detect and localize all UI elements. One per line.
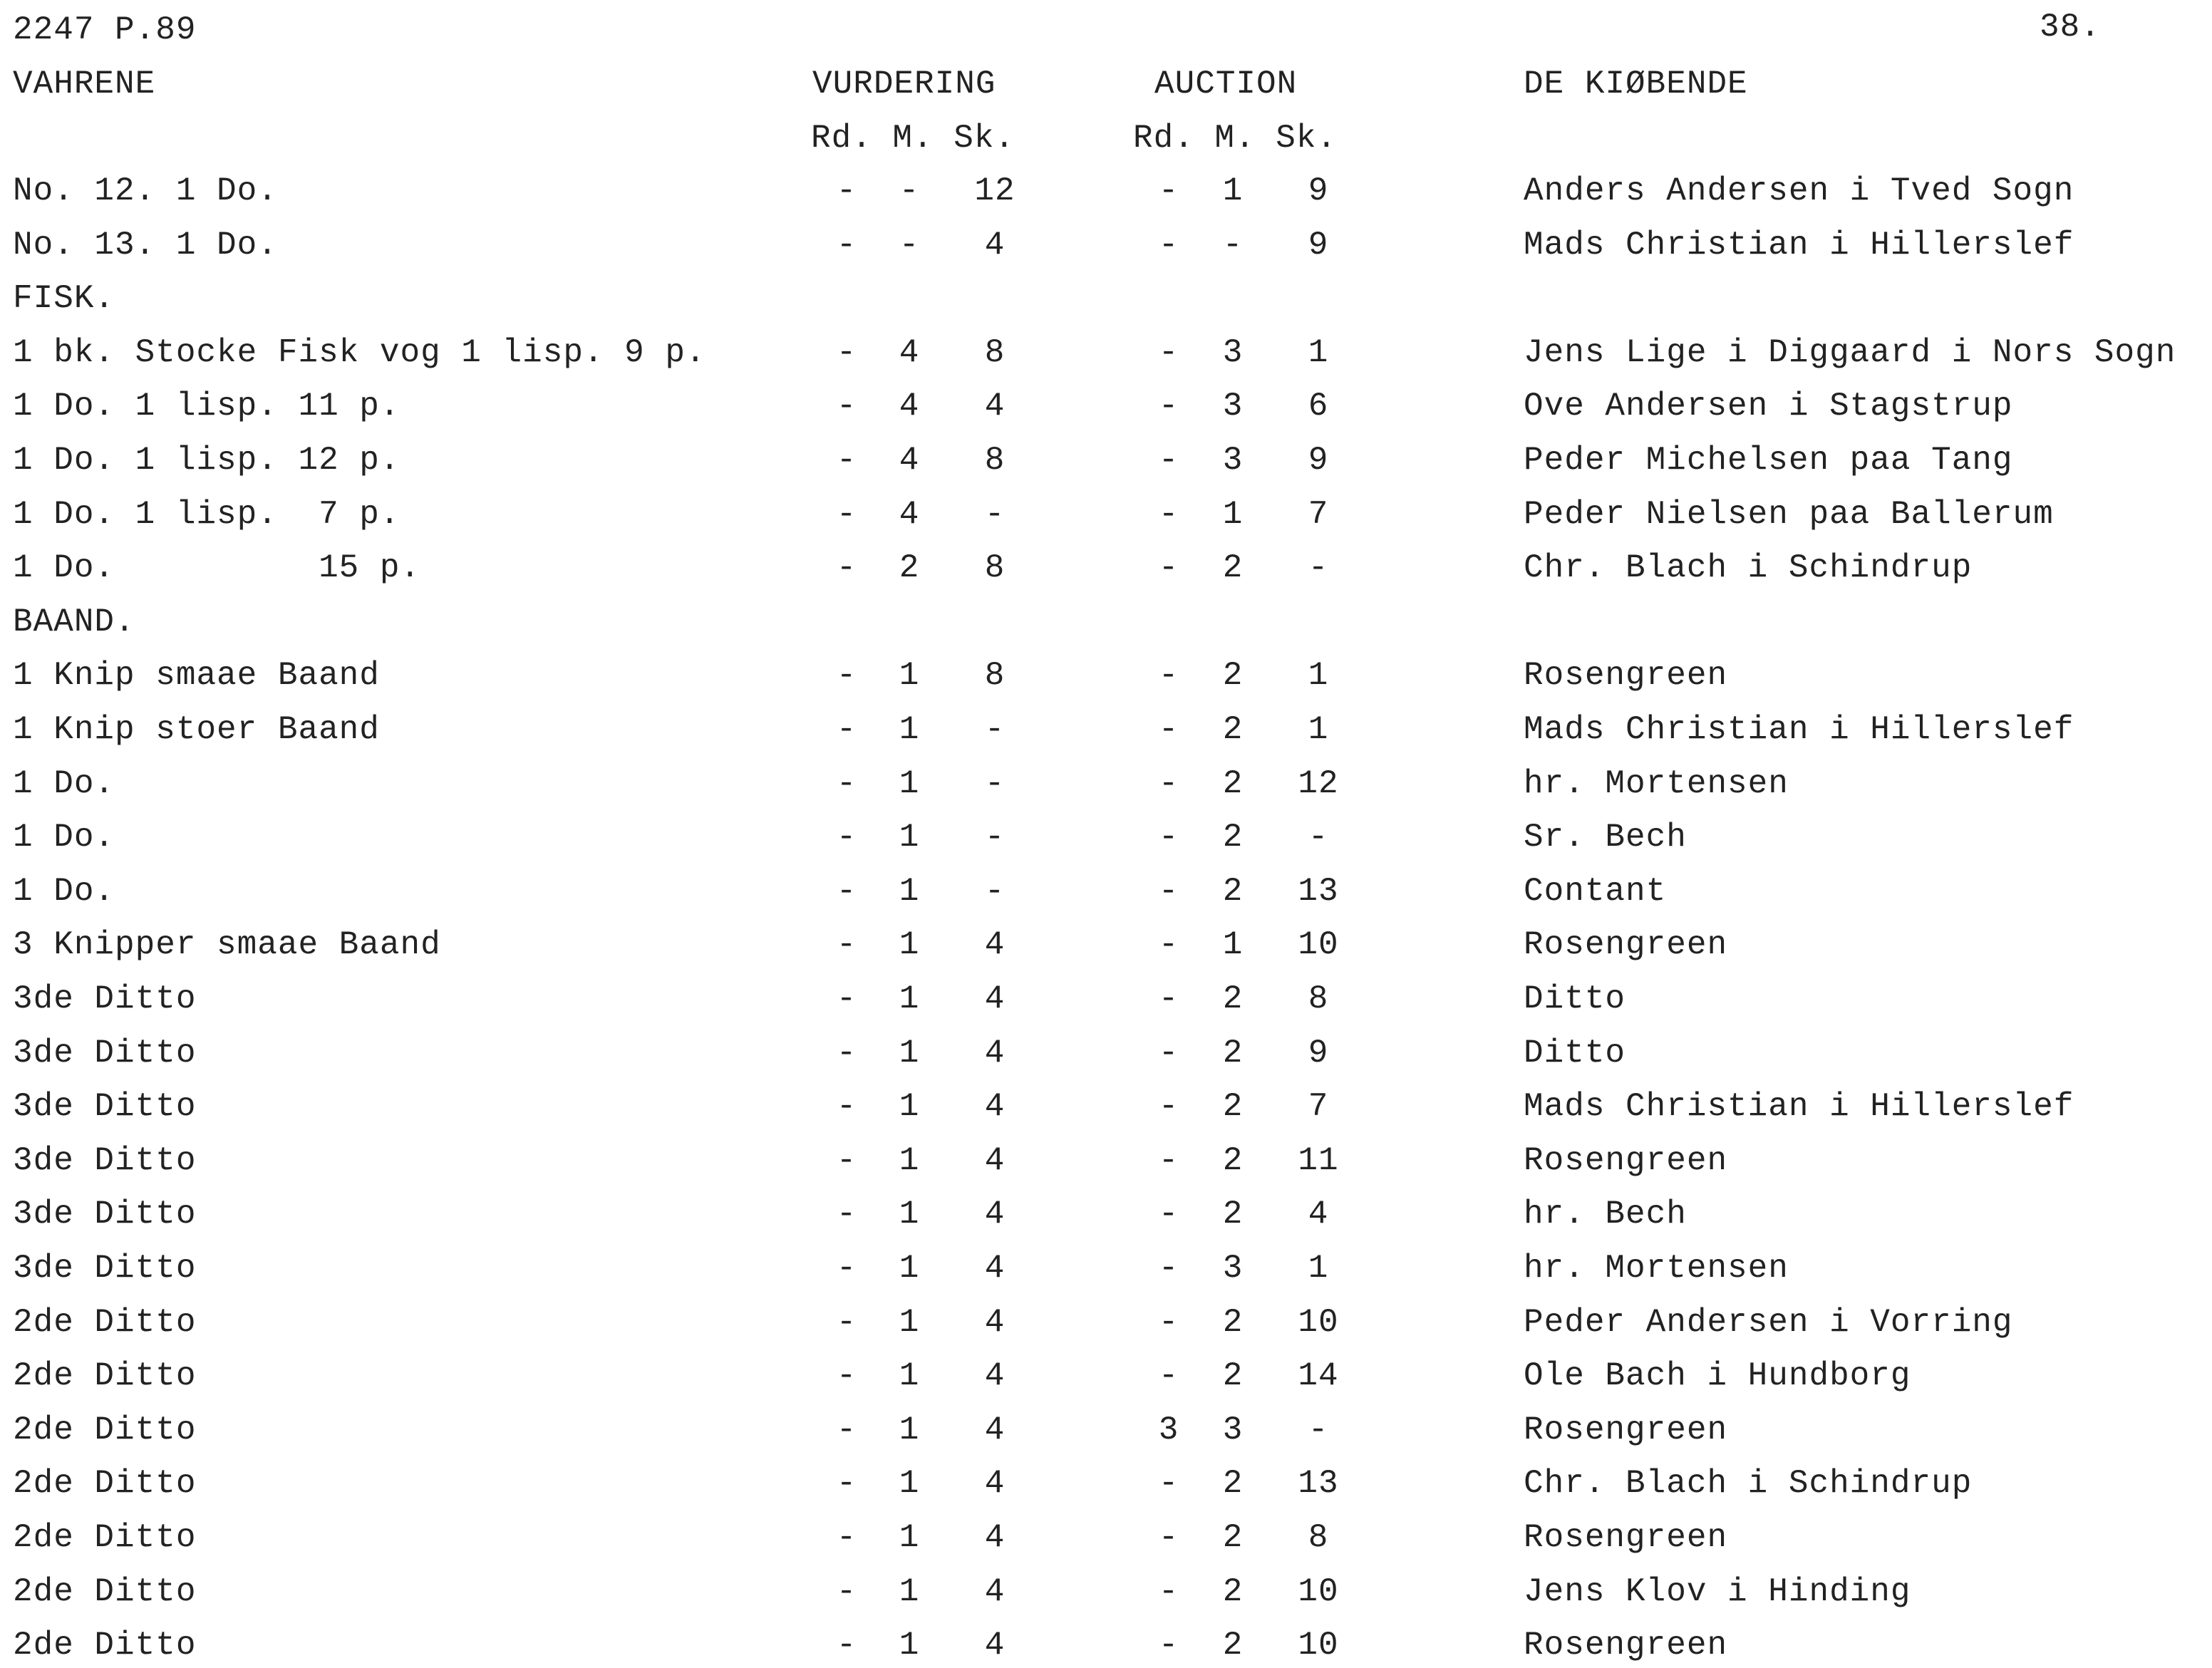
auction-m: 3: [1222, 1411, 1244, 1449]
auction-sk: 10: [1298, 1573, 1339, 1610]
item-description: 1 Knip stoer Baand: [13, 711, 380, 748]
valuation-rd: -: [836, 1627, 857, 1664]
auction-rd: -: [1158, 388, 1179, 425]
auction-rd: -: [1158, 926, 1179, 963]
auction-rd: -: [1158, 980, 1179, 1017]
valuation-m: 4: [899, 496, 920, 533]
valuation-sk: -: [984, 819, 1006, 856]
auction-sk: -: [1308, 549, 1329, 586]
item-description: 3 Knipper smaae Baand: [13, 926, 441, 963]
valuation-m: 4: [899, 442, 920, 479]
valuation-rd: -: [836, 980, 857, 1017]
auction-sk: 1: [1308, 657, 1329, 694]
auction-rd: -: [1158, 1088, 1179, 1125]
auction-units: Rd. M. Sk.: [1133, 120, 1338, 157]
buyer-name: Chr. Blach i Schindrup: [1524, 1465, 1973, 1502]
valuation-m: 1: [899, 1519, 920, 1556]
ledger-row: [0, 494, 2212, 537]
auction-rd: -: [1158, 1627, 1179, 1664]
buyer-name: Rosengreen: [1524, 1142, 1728, 1179]
auction-rd: -: [1158, 1035, 1179, 1072]
valuation-sk: 4: [984, 926, 1006, 963]
valuation-sk: -: [984, 873, 1006, 910]
item-description: 2de Ditto: [13, 1357, 197, 1394]
auction-rd: -: [1158, 1357, 1179, 1394]
valuation-sk: -: [984, 765, 1006, 802]
auction-rd: -: [1158, 1573, 1179, 1610]
buyer-name: Contant: [1524, 873, 1667, 910]
valuation-rd: -: [836, 819, 857, 856]
auction-rd: -: [1158, 1465, 1179, 1502]
section-heading-row: [0, 279, 2212, 321]
auction-m: 2: [1222, 1573, 1244, 1610]
valuation-rd: -: [836, 1142, 857, 1179]
valuation-m: 1: [899, 657, 920, 694]
ledger-row: [0, 979, 2212, 1022]
buyer-name: hr. Bech: [1524, 1196, 1687, 1233]
valuation-units: Rd. M. Sk.: [811, 120, 1015, 157]
valuation-rd: -: [836, 1304, 857, 1341]
item-description: 2de Ditto: [13, 1627, 197, 1664]
buyer-name: Rosengreen: [1524, 1519, 1728, 1556]
ledger-row: [0, 440, 2212, 483]
auction-m: 2: [1222, 1519, 1244, 1556]
buyer-name: Peder Nielsen paa Ballerum: [1524, 496, 2054, 533]
item-description: 1 Do. 1 lisp. 12 p.: [13, 442, 400, 479]
auction-m: 3: [1222, 1250, 1244, 1287]
auction-m: 3: [1222, 442, 1244, 479]
valuation-m: 1: [899, 1304, 920, 1341]
auction-rd: -: [1158, 1304, 1179, 1341]
auction-m: 2: [1222, 711, 1244, 748]
page-number: 38.: [2040, 9, 2101, 46]
buyer-name: hr. Mortensen: [1524, 765, 1789, 802]
buyer-name: Peder Andersen i Vorring: [1524, 1304, 2013, 1341]
item-description: 2de Ditto: [13, 1465, 197, 1502]
auction-sk: 13: [1298, 1465, 1339, 1502]
auction-sk: 14: [1298, 1357, 1339, 1394]
auction-rd: -: [1158, 549, 1179, 586]
ledger-row: [0, 1248, 2212, 1291]
item-description: 1 Do. 15 p.: [13, 549, 421, 586]
auction-rd: -: [1158, 765, 1179, 802]
buyer-name: Peder Michelsen paa Tang: [1524, 442, 2013, 479]
auction-sk: 4: [1308, 1196, 1329, 1233]
auction-m: -: [1222, 227, 1244, 264]
section-heading-row: [0, 602, 2212, 645]
valuation-m: 1: [899, 926, 920, 963]
valuation-m: -: [899, 227, 920, 264]
valuation-sk: 4: [984, 388, 1006, 425]
valuation-sk: 4: [984, 1304, 1006, 1341]
section-heading: BAAND.: [13, 604, 135, 641]
valuation-m: 1: [899, 1142, 920, 1179]
auction-sk: 11: [1298, 1142, 1339, 1179]
valuation-rd: -: [836, 1465, 857, 1502]
auction-m: 2: [1222, 1465, 1244, 1502]
auction-m: 2: [1222, 1142, 1244, 1179]
item-description: 2de Ditto: [13, 1411, 197, 1449]
valuation-rd: -: [836, 873, 857, 910]
valuation-m: 1: [899, 980, 920, 1017]
buyer-name: Rosengreen: [1524, 1411, 1728, 1449]
auction-m: 2: [1222, 873, 1244, 910]
valuation-m: 1: [899, 1088, 920, 1125]
auction-rd: -: [1158, 711, 1179, 748]
valuation-sk: 4: [984, 1519, 1006, 1556]
auction-sk: 6: [1308, 388, 1329, 425]
valuation-m: -: [899, 172, 920, 209]
valuation-rd: -: [836, 1411, 857, 1449]
valuation-sk: 12: [974, 172, 1015, 209]
valuation-m: 1: [899, 1035, 920, 1072]
valuation-m: 1: [899, 1250, 920, 1287]
item-description: 2de Ditto: [13, 1573, 197, 1610]
auction-rd: -: [1158, 657, 1179, 694]
valuation-m: 4: [899, 388, 920, 425]
auction-rd: -: [1158, 1196, 1179, 1233]
buyer-name: Mads Christian i Hillerslef: [1524, 711, 2074, 748]
valuation-rd: -: [836, 765, 857, 802]
buyer-name: Ove Andersen i Stagstrup: [1524, 388, 2013, 425]
valuation-rd: -: [836, 388, 857, 425]
valuation-m: 1: [899, 711, 920, 748]
valuation-sk: 4: [984, 227, 1006, 264]
valuation-sk: 4: [984, 1573, 1006, 1610]
valuation-sk: 8: [984, 657, 1006, 694]
buyer-name: Sr. Bech: [1524, 819, 1687, 856]
item-description: 3de Ditto: [13, 1196, 197, 1233]
valuation-sk: 4: [984, 1465, 1006, 1502]
buyer-name: Jens Klov i Hinding: [1524, 1573, 1911, 1610]
item-description: 1 Do. 1 lisp. 11 p.: [13, 388, 400, 425]
valuation-m: 1: [899, 873, 920, 910]
valuation-m: 1: [899, 819, 920, 856]
ledger-row: [0, 764, 2212, 807]
auction-m: 3: [1222, 388, 1244, 425]
header-valuation: VURDERING: [812, 66, 996, 103]
auction-m: 2: [1222, 1304, 1244, 1341]
auction-sk: 1: [1308, 334, 1329, 371]
item-description: 2de Ditto: [13, 1519, 197, 1556]
reference-number: 2247 P.89: [13, 11, 197, 48]
auction-m: 2: [1222, 1357, 1244, 1394]
buyer-name: Rosengreen: [1524, 1627, 1728, 1664]
valuation-rd: -: [836, 711, 857, 748]
valuation-m: 1: [899, 1465, 920, 1502]
valuation-m: 1: [899, 1573, 920, 1610]
auction-sk: 7: [1308, 1088, 1329, 1125]
auction-sk: 13: [1298, 873, 1339, 910]
auction-sk: 8: [1308, 1519, 1329, 1556]
auction-sk: 10: [1298, 1304, 1339, 1341]
auction-m: 2: [1222, 765, 1244, 802]
item-description: 2de Ditto: [13, 1304, 197, 1341]
valuation-rd: -: [836, 1357, 857, 1394]
auction-m: 1: [1222, 926, 1244, 963]
item-description: 3de Ditto: [13, 980, 197, 1017]
auction-sk: -: [1308, 1411, 1329, 1449]
auction-m: 2: [1222, 980, 1244, 1017]
ledger-row: [0, 171, 2212, 214]
valuation-rd: -: [836, 1196, 857, 1233]
item-description: 1 Do.: [13, 873, 115, 910]
header-buyers: DE KIØBENDE: [1524, 66, 1748, 103]
ledger-row: [0, 1464, 2212, 1506]
ledger-row: [0, 817, 2212, 860]
ledger-row: [0, 548, 2212, 591]
valuation-sk: -: [984, 711, 1006, 748]
valuation-rd: -: [836, 1035, 857, 1072]
buyer-name: hr. Mortensen: [1524, 1250, 1789, 1287]
buyer-name: Rosengreen: [1524, 657, 1728, 694]
auction-sk: 1: [1308, 1250, 1329, 1287]
buyer-name: Mads Christian i Hillerslef: [1524, 227, 2074, 264]
valuation-sk: 4: [984, 1142, 1006, 1179]
buyer-name: Chr. Blach i Schindrup: [1524, 549, 1973, 586]
item-description: 1 Knip smaae Baand: [13, 657, 380, 694]
valuation-sk: -: [984, 496, 1006, 533]
item-description: 3de Ditto: [13, 1088, 197, 1125]
ledger-row: [0, 1033, 2212, 1076]
ledger-row: [0, 1572, 2212, 1615]
valuation-rd: -: [836, 1519, 857, 1556]
valuation-sk: 4: [984, 1250, 1006, 1287]
valuation-m: 1: [899, 765, 920, 802]
buyer-name: Jens Lige i Diggaard i Nors Sogn: [1524, 334, 2176, 371]
auction-m: 2: [1222, 1196, 1244, 1233]
auction-rd: -: [1158, 496, 1179, 533]
auction-sk: -: [1308, 819, 1329, 856]
ledger-row: [0, 656, 2212, 698]
auction-m: 2: [1222, 1627, 1244, 1664]
valuation-sk: 4: [984, 980, 1006, 1017]
ledger-row: [0, 1625, 2212, 1668]
item-description: 3de Ditto: [13, 1142, 197, 1179]
buyer-name: Rosengreen: [1524, 926, 1728, 963]
auction-sk: 9: [1308, 442, 1329, 479]
valuation-m: 4: [899, 334, 920, 371]
valuation-rd: -: [836, 496, 857, 533]
ledger-row: [0, 710, 2212, 752]
ledger-row: [0, 871, 2212, 914]
valuation-rd: -: [836, 1088, 857, 1125]
buyer-name: Ole Bach i Hundborg: [1524, 1357, 1911, 1394]
item-description: 1 Do.: [13, 819, 115, 856]
auction-m: 1: [1222, 172, 1244, 209]
buyer-name: Mads Christian i Hillerslef: [1524, 1088, 2074, 1125]
auction-rd: -: [1158, 1250, 1179, 1287]
auction-m: 2: [1222, 1088, 1244, 1125]
valuation-sk: 4: [984, 1088, 1006, 1125]
auction-sk: 12: [1298, 765, 1339, 802]
valuation-rd: -: [836, 657, 857, 694]
section-heading: FISK.: [13, 280, 115, 317]
buyer-name: Ditto: [1524, 1035, 1626, 1072]
valuation-sk: 8: [984, 549, 1006, 586]
buyer-name: Ditto: [1524, 980, 1626, 1017]
ledger-row: [0, 925, 2212, 968]
auction-m: 2: [1222, 1035, 1244, 1072]
valuation-rd: -: [836, 334, 857, 371]
auction-m: 2: [1222, 657, 1244, 694]
ledger-row: [0, 1518, 2212, 1560]
ledger-row: [0, 333, 2212, 375]
valuation-sk: 4: [984, 1627, 1006, 1664]
auction-sk: 9: [1308, 172, 1329, 209]
item-description: 1 Do. 1 lisp. 7 p.: [13, 496, 400, 533]
valuation-rd: -: [836, 172, 857, 209]
item-description: 3de Ditto: [13, 1250, 197, 1287]
valuation-sk: 4: [984, 1196, 1006, 1233]
valuation-rd: -: [836, 442, 857, 479]
auction-sk: 10: [1298, 1627, 1339, 1664]
auction-sk: 10: [1298, 926, 1339, 963]
ledger-row: [0, 225, 2212, 268]
auction-rd: -: [1158, 227, 1179, 264]
buyer-name: Anders Andersen i Tved Sogn: [1524, 172, 2074, 209]
valuation-sk: 4: [984, 1035, 1006, 1072]
auction-m: 1: [1222, 496, 1244, 533]
valuation-sk: 4: [984, 1411, 1006, 1449]
valuation-m: 1: [899, 1357, 920, 1394]
auction-m: 2: [1222, 819, 1244, 856]
valuation-sk: 8: [984, 442, 1006, 479]
valuation-sk: 8: [984, 334, 1006, 371]
item-description: No. 12. 1 Do.: [13, 172, 278, 209]
auction-m: 3: [1222, 334, 1244, 371]
valuation-sk: 4: [984, 1357, 1006, 1394]
auction-rd: 3: [1158, 1411, 1179, 1449]
valuation-rd: -: [836, 549, 857, 586]
header-items: VAHRENE: [13, 66, 156, 103]
valuation-m: 1: [899, 1627, 920, 1664]
auction-sk: 1: [1308, 711, 1329, 748]
auction-rd: -: [1158, 873, 1179, 910]
auction-sk: 9: [1308, 227, 1329, 264]
ledger-row: [0, 1194, 2212, 1237]
valuation-m: 1: [899, 1411, 920, 1449]
ledger-row: [0, 1087, 2212, 1129]
auction-rd: -: [1158, 172, 1179, 209]
ledger-row: [0, 1141, 2212, 1183]
item-description: 1 Do.: [13, 765, 115, 802]
ledger-row: [0, 1356, 2212, 1399]
valuation-m: 2: [899, 549, 920, 586]
item-description: 3de Ditto: [13, 1035, 197, 1072]
auction-sk: 7: [1308, 496, 1329, 533]
auction-rd: -: [1158, 334, 1179, 371]
auction-rd: -: [1158, 442, 1179, 479]
valuation-rd: -: [836, 1250, 857, 1287]
ledger-row: [0, 386, 2212, 429]
ledger-row: [0, 1302, 2212, 1345]
auction-sk: 8: [1308, 980, 1329, 1017]
auction-rd: -: [1158, 819, 1179, 856]
valuation-rd: -: [836, 1573, 857, 1610]
item-description: 1 bk. Stocke Fisk vog 1 lisp. 9 p.: [13, 334, 706, 371]
auction-rd: -: [1158, 1142, 1179, 1179]
valuation-rd: -: [836, 926, 857, 963]
auction-rd: -: [1158, 1519, 1179, 1556]
auction-sk: 9: [1308, 1035, 1329, 1072]
auction-m: 2: [1222, 549, 1244, 586]
valuation-rd: -: [836, 227, 857, 264]
valuation-m: 1: [899, 1196, 920, 1233]
item-description: No. 13. 1 Do.: [13, 227, 278, 264]
ledger-row: [0, 1410, 2212, 1453]
header-auction: AUCTION: [1154, 66, 1298, 103]
